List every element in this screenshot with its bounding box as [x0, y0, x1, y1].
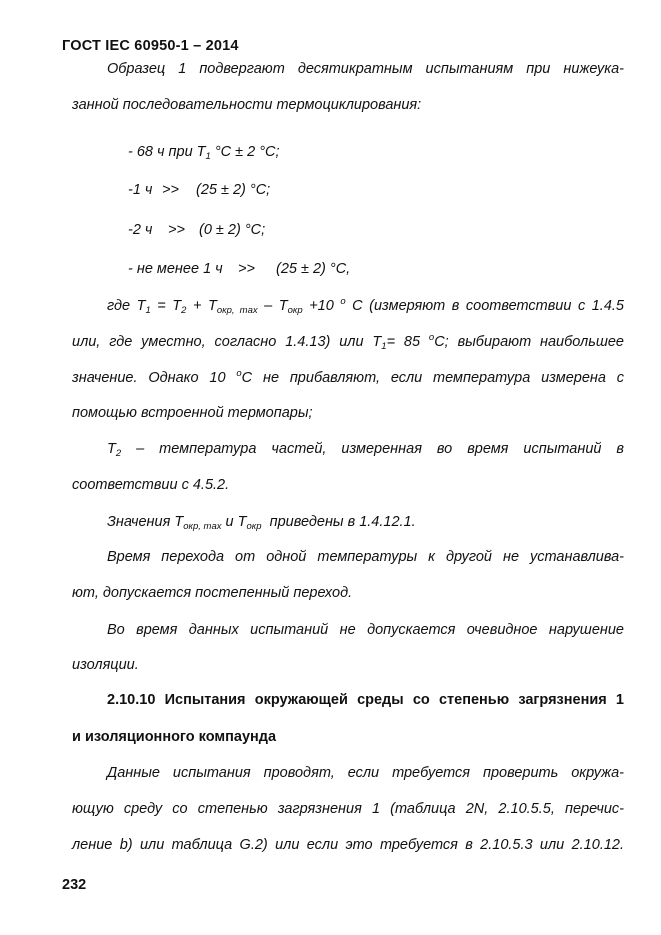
p4-line1: Значения $T_{окр, max}$ и $T_{окр}$ приведены в 1.4.12.1.	[107, 514, 416, 532]
document-header: ГОСТ IEC 60950-1 – 2014	[62, 38, 239, 54]
p6-line2: изоляции.	[72, 657, 139, 673]
p5-line1: Время перехода от одной температуры к другой не устанавлива-	[107, 549, 624, 565]
p2-line1: где $T_1 = T_2 + T_{окр, max} - T_{окр} +10$ $^о$ С (измеряют в соответствии с 1.4.5	[107, 296, 624, 316]
p7-line3: ление b) или таблица G.2) или если это требуется в 2.10.5.3 или 2.10.12.	[72, 837, 624, 853]
p3-line2: соответствии с 4.5.2.	[72, 477, 230, 493]
page-number: 232	[62, 877, 87, 893]
list-item-4: - не менее 1 ч >> (25 ± 2) °С,	[128, 261, 351, 277]
list-item-2: -1 ч >> (25 ± 2) °С;	[128, 182, 271, 198]
p2-line4: помощью встроенной термопары;	[72, 405, 313, 421]
list-item-3: -2 ч >> (0 ± 2) °С;	[128, 222, 266, 238]
p2-line3: значение. Однако 10 $^о$С не прибавляют, если температура измерена с	[72, 368, 624, 386]
p3-line1: $T_2$ – температура частей, измеренная во время испытаний в	[107, 441, 624, 459]
p7-line2: ющую среду со степенью загрязнения 1 (таблица 2N, 2.10.5.5, перечис-	[72, 801, 624, 817]
p2-line2: или, где уместно, согласно 1.4.13) или $T_1= 85$ $^о$С; выбирают наибольшее	[72, 332, 624, 352]
p1-line1: Образец 1 подвергают десятикратным испытаниям при нижеука-	[107, 61, 624, 77]
section-heading-line2: и изоляционного компаунда	[72, 729, 277, 745]
p7-line1: Данные испытания проводят, если требуется проверить окружа-	[107, 765, 624, 781]
p6-line1: Во время данных испытаний не допускается очевидное нарушение	[107, 622, 624, 638]
list-item-1: - 68 ч при $T_1$ °С ± 2 °С;	[128, 144, 280, 162]
section-heading-line1: 2.10.10 Испытания окружающей среды со степенью загрязнения 1	[107, 692, 624, 708]
p5-line2: ют, допускается постепенный переход.	[72, 585, 353, 601]
p1-line2: занной последовательности термоциклирования:	[72, 97, 422, 113]
